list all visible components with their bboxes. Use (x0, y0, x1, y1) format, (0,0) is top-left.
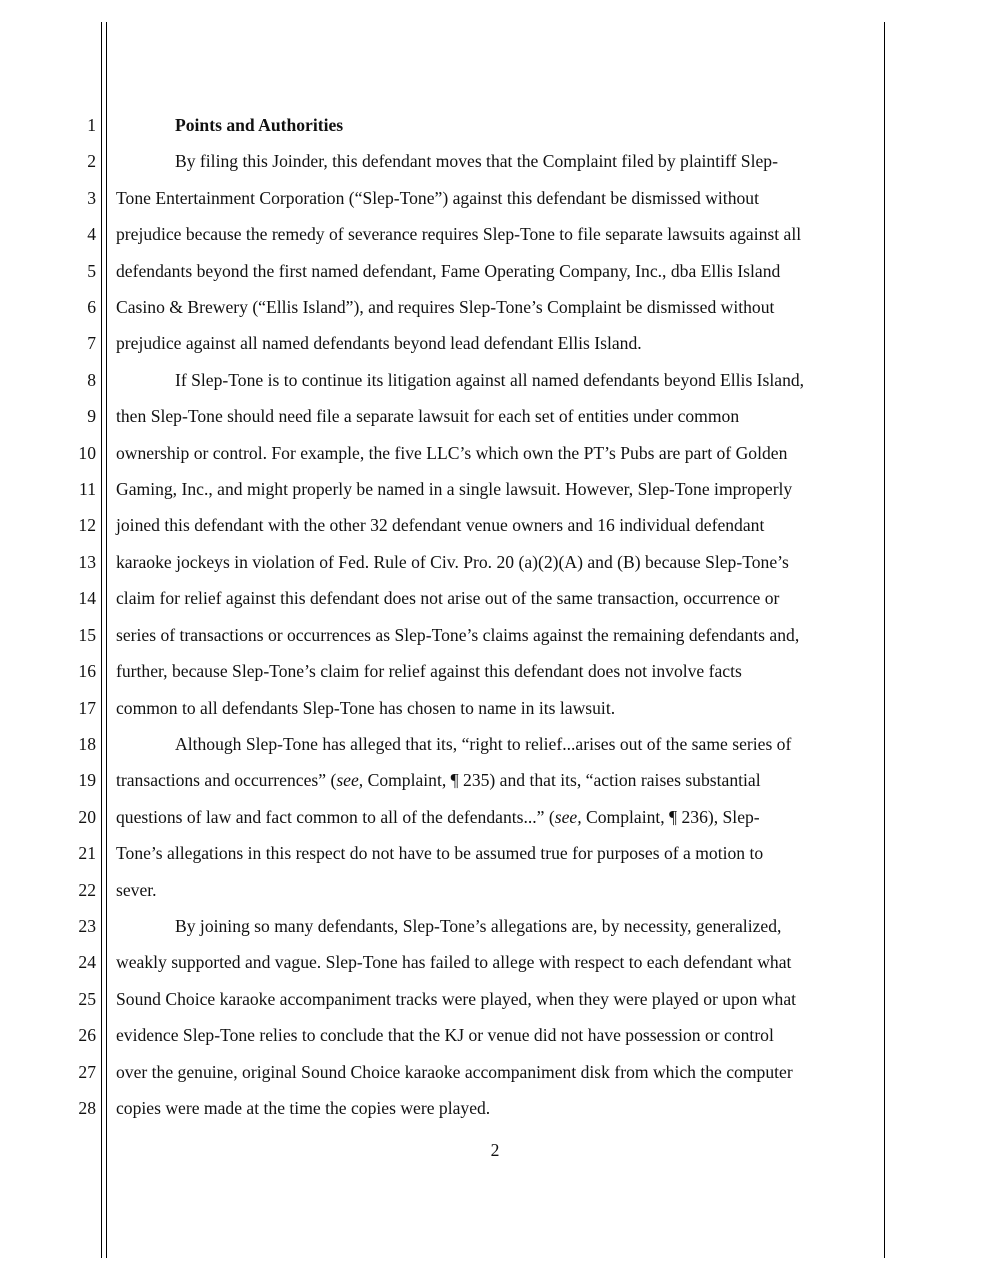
document-body (116, 107, 876, 1126)
section-heading (116, 107, 876, 143)
line-number: 5 (87, 260, 96, 281)
text-line: Gaming, Inc., and might properly be named in a single lawsuit. However, Slep-Tone improperly (116, 479, 793, 500)
citation-signal: see, (336, 770, 364, 791)
citation-signal: see, (554, 806, 582, 827)
text-line-with-citation (116, 799, 876, 835)
text-line: claim for relief against this defendant does not arise out of the same transaction, occurrence or (116, 588, 780, 609)
text-line: If Slep-Tone is to continue its litigation against all named defendants beyond Ellis Island, (175, 369, 805, 390)
line-number: 2 (87, 151, 96, 172)
line-number: 25 (78, 988, 96, 1009)
text-line: evidence Slep-Tone relies to conclude that the KJ or venue did not have possession or control (116, 1025, 774, 1046)
left-margin-rule-inner (106, 22, 107, 1258)
line-number: 11 (79, 479, 96, 500)
text-line: copies were made at the time the copies were played. (116, 1097, 491, 1118)
text-line: weakly supported and vague. Slep-Tone has failed to allege with respect to each defendant what (116, 952, 792, 973)
line-number: 7 (87, 333, 96, 354)
text-line: series of transactions or occurrences as Slep-Tone’s claims against the remaining defendants and, (116, 624, 800, 645)
right-margin-rule (884, 22, 885, 1258)
line-number: 6 (87, 297, 96, 318)
text-line: Tone Entertainment Corporation (“Slep-Tone”) against this defendant be dismissed without (116, 187, 759, 208)
left-margin-rule-outer (101, 22, 102, 1258)
line-number: 28 (78, 1097, 96, 1118)
line-number: 17 (78, 697, 96, 718)
text-segment: transactions and occurrences” ( (116, 770, 337, 791)
text-line-with-citation (116, 762, 876, 798)
text-line: Sound Choice karaoke accompaniment tracks were played, when they were played or upon what (116, 988, 797, 1009)
line-number: 14 (78, 588, 96, 609)
text-line: defendants beyond the first named defendant, Fame Operating Company, Inc., dba Ellis Island (116, 260, 781, 281)
text-line: Tone’s allegations in this respect do not have to be assumed true for purposes of a motion to (116, 843, 764, 864)
text-line: karaoke jockeys in violation of Fed. Rule of Civ. Pro. 20 (a)(2)(A) and (B) because Slep-Tone’s (116, 551, 789, 572)
text-line: joined this defendant with the other 32 defendant venue owners and 16 individual defendant (116, 515, 765, 536)
line-number: 10 (78, 442, 96, 463)
text-line: sever. (116, 879, 157, 900)
line-number: 8 (87, 369, 96, 390)
line-numbers (60, 107, 96, 1126)
text-line: By joining so many defendants, Slep-Tone’s allegations are, by necessity, generalized, (175, 915, 782, 936)
text-line: Casino & Brewery (“Ellis Island”), and requires Slep-Tone’s Complaint be dismissed without (116, 297, 775, 318)
line-number: 22 (78, 879, 96, 900)
line-number: 21 (78, 843, 96, 864)
line-number: 4 (87, 224, 96, 245)
line-number: 27 (78, 1061, 96, 1082)
line-number: 9 (87, 406, 96, 427)
text-line: further, because Slep-Tone’s claim for relief against this defendant does not involve facts (116, 661, 742, 682)
text-line: prejudice against all named defendants beyond lead defendant Ellis Island. (116, 333, 642, 354)
text-line: Although Slep-Tone has alleged that its, “right to relief...arises out of the same series of (175, 733, 792, 754)
line-number: 18 (78, 733, 96, 754)
text-line: common to all defendants Slep-Tone has chosen to name in its lawsuit. (116, 697, 616, 718)
text-segment: Complaint, ¶ 236), Slep- (581, 806, 760, 827)
text-segment: questions of law and fact common to all of the defendants...” ( (116, 806, 555, 827)
text-segment: Complaint, ¶ 235) and that its, “action raises substantial (363, 770, 761, 791)
line-number: 16 (78, 661, 96, 682)
text-line: over the genuine, original Sound Choice karaoke accompaniment disk from which the computer (116, 1061, 793, 1082)
text-line: then Slep-Tone should need file a separate lawsuit for each set of entities under common (116, 406, 740, 427)
page-number: 2 (490, 1140, 500, 1160)
text-line: ownership or control. For example, the five LLC’s which own the PT’s Pubs are part of Golden (116, 442, 788, 463)
line-number: 24 (78, 952, 96, 973)
line-number: 19 (78, 770, 96, 791)
line-number: 20 (78, 806, 96, 827)
line-number: 3 (87, 187, 96, 208)
heading-text: Points and Authorities (175, 115, 344, 135)
text-line: By filing this Joinder, this defendant moves that the Complaint filed by plaintiff Slep- (175, 151, 778, 172)
line-number: 26 (78, 1025, 96, 1046)
text-line: prejudice because the remedy of severance requires Slep-Tone to file separate lawsuits against all (116, 224, 802, 245)
line-number: 12 (78, 515, 96, 536)
line-number: 23 (78, 915, 96, 936)
line-number: 13 (78, 551, 96, 572)
line-number: 15 (78, 624, 96, 645)
line-number: 1 (87, 115, 96, 135)
